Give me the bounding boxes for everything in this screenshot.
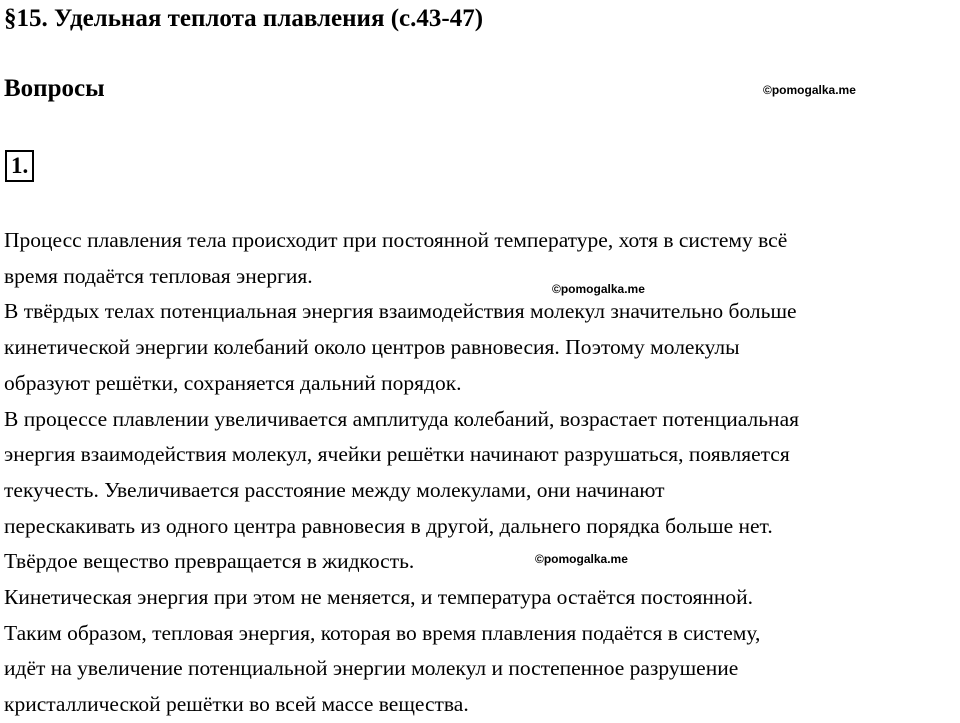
section-heading: Вопросы <box>4 75 105 102</box>
text-line: идёт на увеличение потенциальной энергии молекул и постепенное разрушение <box>4 656 739 681</box>
answer-text <box>4 223 799 723</box>
text-line: образуют решётки, сохраняется дальний порядок. <box>4 370 462 395</box>
text-line: кристаллической решётки во всей массе вещества. <box>4 692 469 717</box>
watermark: ©pomogalka.me <box>535 552 628 566</box>
watermark: ©pomogalka.me <box>763 83 856 97</box>
text-line: Процесс плавления тела происходит при постоянной температуре, хотя в систему всё <box>4 228 788 252</box>
text-line: В твёрдых телах потенциальная энергия взаимодействия молекул значительно больше <box>4 299 797 324</box>
text-line: текучесть. Увеличивается расстояние между молекулами, они начинают <box>4 477 665 502</box>
question-number: 1. <box>5 150 34 182</box>
watermark: ©pomogalka.me <box>552 282 645 296</box>
text-line: перескакивать из одного центра равновесия в другой, дальнего порядка больше нет. <box>4 513 773 538</box>
text-line: Кинетическая энергия при этом не меняется, и температура остаётся постоянной. <box>4 585 754 610</box>
text-line: время подаётся тепловая энергия. <box>4 263 313 288</box>
text-line: В процессе плавлении увеличивается амплитуда колебаний, возрастает потенциальная <box>4 406 799 431</box>
page-title: §15. Удельная теплота плавления (с.43-47) <box>4 5 484 32</box>
text-line: кинетической энергии колебаний около центров равновесия. Поэтому молекулы <box>4 335 740 360</box>
text-line: Таким образом, тепловая энергия, которая во время плавления подаётся в систему, <box>4 620 761 645</box>
text-line: Твёрдое вещество превращается в жидкость. <box>4 549 415 574</box>
text-line: энергия взаимодействия молекул, ячейки решётки начинают разрушаться, появляется <box>4 442 790 467</box>
